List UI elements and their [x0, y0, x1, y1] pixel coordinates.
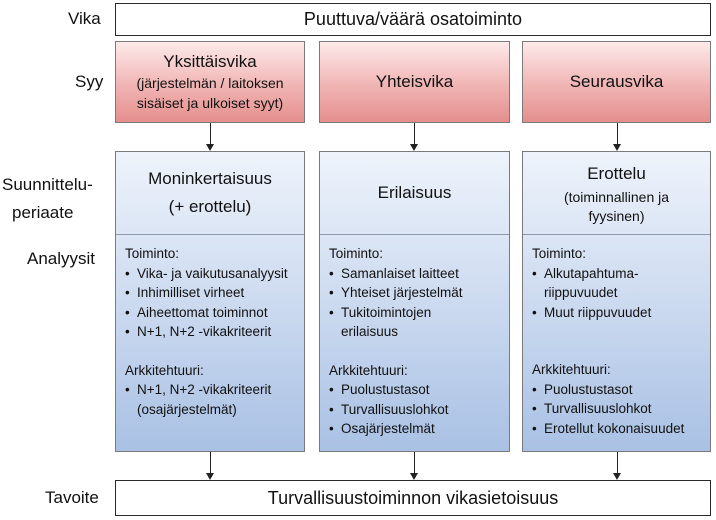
- list-item-continuation: [125, 400, 298, 420]
- principle-header: [116, 152, 304, 235]
- function-items: [329, 264, 503, 342]
- list-item: • Turvallisuuslohkot: [532, 399, 704, 419]
- row-label-suunnitteluperiaate-line1: Suunnittelu-: [2, 175, 93, 194]
- principle-header: [320, 152, 509, 235]
- list-item: • Osajärjestelmät: [329, 419, 503, 439]
- function-items: [532, 264, 704, 323]
- goal-box: [115, 480, 711, 516]
- list-item: • Aiheettomat toiminnot: [125, 303, 298, 323]
- function-section-title: Toiminto:: [125, 246, 180, 261]
- cause-box-common: [319, 41, 510, 123]
- list-item: • Vika- ja vaikutusanalyysit: [125, 264, 298, 284]
- function-section-title: Toiminto:: [532, 246, 587, 261]
- cause-subtitle-line1: (järjestelmän / laitoksen: [136, 75, 284, 91]
- list-item-text: (osajärjestelmät): [137, 401, 237, 417]
- list-item: • N+1, N+2 -vikakriteerit: [125, 322, 298, 342]
- principle-title-extra: (+ erottelu): [168, 197, 252, 216]
- list-item-text: riippuvuudet: [544, 285, 618, 300]
- architecture-items: [532, 380, 704, 439]
- row-label-suunnitteluperiaate-line2: periaate: [12, 203, 74, 222]
- list-item: • Turvallisuuslohkot: [329, 400, 503, 420]
- cause-subtitle-line2: sisäiset ja ulkoiset syyt): [136, 95, 284, 111]
- list-item: • Alkutapahtuma-: [532, 264, 704, 284]
- principle-title: Erilaisuus: [377, 183, 452, 202]
- analysis-list: [532, 244, 704, 438]
- list-item: • Inhimilliset virheet: [125, 283, 298, 303]
- function-section-title: Toiminto:: [329, 246, 384, 261]
- function-items: [125, 264, 298, 342]
- principle-title: Erottelu: [587, 164, 646, 183]
- list-item: • Puolustustasot: [329, 380, 503, 400]
- principle-subtitle-line2: fyysinen): [588, 208, 645, 224]
- principle-column-separation: [522, 151, 711, 452]
- architecture-section-title: Arkkitehtuuri:: [329, 362, 408, 378]
- analysis-list: [125, 244, 298, 419]
- principle-header: [523, 152, 710, 235]
- cause-box-single: [115, 41, 305, 123]
- principle-title: Moninkertaisuus: [148, 169, 272, 188]
- row-label-syy: Syy: [75, 72, 104, 91]
- list-item: • N+1, N+2 -vikakriteerit: [125, 380, 298, 400]
- architecture-items: [125, 380, 298, 419]
- architecture-section-title: Arkkitehtuuri:: [125, 362, 204, 378]
- list-item-continuation: [329, 322, 503, 342]
- cause-title: Seurausvika: [569, 72, 664, 91]
- principle-column-diversity: [319, 151, 510, 452]
- list-item: • Muut riippuvuudet: [532, 303, 704, 323]
- list-item: • Erotellut kokonaisuudet: [532, 419, 704, 439]
- list-item-text: erilaisuus: [341, 324, 399, 339]
- fault-box-text: Puuttuva/väärä osatoiminto: [303, 9, 523, 29]
- cause-title: Yksittäisvika: [163, 52, 257, 71]
- architecture-section-title: Arkkitehtuuri:: [532, 362, 611, 377]
- row-label-suunnitteluperiaate: [2, 171, 93, 227]
- list-item: • Puolustustasot: [532, 380, 704, 400]
- cause-box-consequential: [522, 41, 711, 123]
- architecture-items: [329, 380, 503, 439]
- row-label-tavoite: Tavoite: [45, 488, 99, 507]
- principle-subtitle-line1: (toiminnallinen ja: [563, 189, 670, 205]
- row-label-analyysit: Analyysit: [27, 249, 96, 268]
- cause-title: Yhteisvika: [375, 72, 454, 91]
- principle-column-redundancy: [115, 151, 305, 452]
- fault-box: [115, 3, 711, 36]
- list-item: • Samanlaiset laitteet: [329, 264, 503, 284]
- analysis-list: [329, 244, 503, 439]
- list-item: • Yhteiset järjestelmät: [329, 283, 503, 303]
- list-item: • Tukitoimintojen: [329, 303, 503, 323]
- row-label-vika: Vika: [68, 9, 101, 28]
- list-item-continuation: [532, 283, 704, 303]
- goal-box-text: Turvallisuustoiminnon vikasietoisuus: [267, 487, 559, 508]
